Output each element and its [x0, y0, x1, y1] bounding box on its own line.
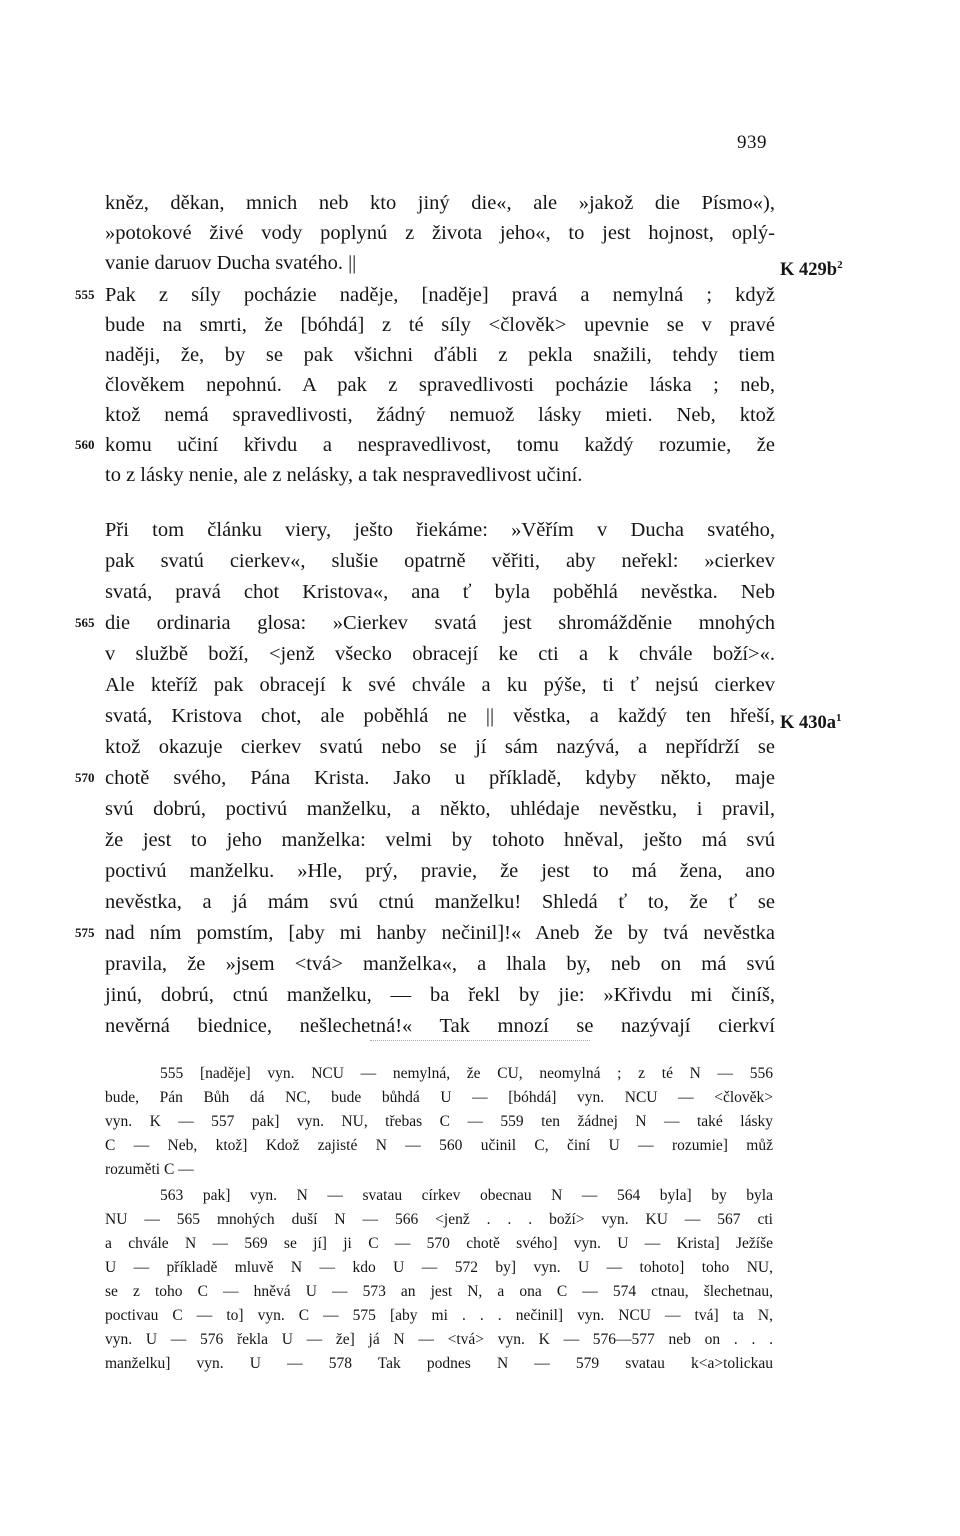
text-line: nad ním pomstím, [aby mi hanby nečinil]!« Aneb že by tvá nevěstka [105, 922, 775, 944]
text-line: naději, že, by se pak všichni ďábli z pekla snažili, tehdy tiem [105, 344, 775, 366]
text-line: nevěrná biednice, nešlechetná!« Tak mnozí se nazývají cierkví [105, 1015, 775, 1037]
manuscript-folio-ref: K $429b^2$ [780, 259, 843, 281]
text-line: svatá, Kristova chot, ale poběhlá ne || věstka, a každý ten hřeší, [105, 705, 775, 727]
text-line: pak svatú cierkev«, slušie opatrně věřiti, aby neřekl: »cierkev [105, 550, 775, 572]
text-line: svú dobrú, poctivú manželku, a někto, uhlédaje nevěstku, i pravil, [105, 798, 775, 820]
footnote-line: a chvále N — 569 se jí] ji C — 570 chotě svého] vyn. U — Krista] Ježíše [105, 1235, 773, 1252]
line-number: 555 [75, 287, 95, 302]
text-line: komu učiní křivdu a nespravedlivost, tomu každý rozumie, že [105, 434, 775, 456]
manuscript-folio-ref: K $430a^1$ [780, 712, 842, 734]
footnote-separator [370, 1040, 590, 1041]
text-line: to z lásky nenie, ale z nelásky, a tak nespravedlivost učiní. [105, 464, 583, 486]
text-line: kněz, děkan, mnich neb kto jiný die«, ale »jakož die Písmo«), [105, 192, 775, 214]
line-number: 570 [75, 770, 95, 785]
text-line: poctivú manželku. »Hle, prý, pravie, že jest to má žena, ano [105, 860, 775, 882]
text-line: svatá, pravá chot Kristova«, ana ť byla poběhlá nevěstka. Neb [105, 581, 775, 603]
line-number: 575 [75, 925, 95, 940]
page-number: 939 [737, 132, 767, 153]
text-line: Ale kteříž pak obracejí k své chvále a ku pýše, ti ť nejsú cierkev [105, 674, 775, 696]
text-line: Při tom článku viery, ješto řiekáme: »Věřím v Ducha svatého, [105, 519, 775, 541]
text-line: ktož okazuje cierkev svatú nebo se jí sám nazývá, a nepřídrží se [105, 736, 775, 758]
text-line: Pak z síly pocházie naděje, [naděje] pravá a nemylná ; když [105, 284, 775, 306]
text-line: ktož nemá spravedlivosti, žádný nemuož lásky mieti. Neb, ktož [105, 404, 775, 426]
text-line: člověkem nepohnú. A pak z spravedlivosti pocházie láska ; neb, [105, 374, 775, 396]
footnote-line: U — příkladě mluvě N — kdo U — 572 by] vyn. U — tohoto] toho NU, [105, 1259, 773, 1276]
footnote-line: manželku] vyn. U — 578 Tak podnes N — 579 svatau k<a>tolickau [105, 1355, 773, 1372]
footnote-line: poctivau C — to] vyn. C — 575 [aby mi . . . nečinil] vyn. NCU — tvá] ta N, [105, 1307, 773, 1324]
text-line: jinú, dobrú, ctnú manželku, — ba řekl by jie: »Křivdu mi činíš, [105, 984, 775, 1006]
text-line: chotě svého, Pána Krista. Jako u příkladě, kdyby někto, maje [105, 767, 775, 789]
text-line: pravila, že »jsem <tvá> manželka«, a lhala by, neb on má svú [105, 953, 775, 975]
text-line: vanie daruov Ducha svatého. || [105, 252, 357, 274]
text-line: v službě boží, <jenž všecko obracejí ke cti a k chvále boží>«. [105, 643, 775, 665]
footnote-line: C — Neb, ktož] Kdož zajisté N — 560 učinil C, činí U — rozumie] můž [105, 1137, 773, 1154]
text-line: nevěstka, a já mám svú ctnú manželku! Shledá ť to, že ť se [105, 891, 775, 913]
text-line: že jest to jeho manželka: velmi by tohoto hněval, ješto má svú [105, 829, 775, 851]
text-line: die ordinaria glosa: »Cierkev svatá jest shromážděnie mnohých [105, 612, 775, 634]
text-line: »potokové živé vody poplynú z života jeho«, to jest hojnost, oplý- [105, 222, 775, 244]
footnote-line: 555 [naděje] vyn. NCU — nemylná, že CU, neomylná ; z té N — 556 [160, 1065, 773, 1082]
footnote-line: rozuměti C — [105, 1161, 194, 1178]
footnote-line: NU — 565 mnohých duší N — 566 <jenž . . . boží> vyn. KU — 567 cti [105, 1211, 773, 1228]
footnote-line: vyn. K — 557 pak] vyn. NU, třebas C — 559 ten žádnej N — také lásky [105, 1113, 773, 1130]
footnote-line: se z toho C — hněvá U — 573 an jest N, a ona C — 574 ctnau, šlechetnau, [105, 1283, 773, 1300]
footnote-line: bude, Pán Bůh dá NC, bude bůhdá U — [bóhdá] vyn. NCU — <člověk> [105, 1089, 773, 1106]
line-number: 560 [75, 437, 95, 452]
line-number: 565 [75, 615, 95, 630]
footnote-line: 563 pak] vyn. N — svatau církev obecnau N — 564 byla] by byla [160, 1187, 773, 1204]
text-line: bude na smrti, že [bóhdá] z té síly <člověk> upevnie se v pravé [105, 314, 775, 336]
footnote-line: vyn. U — 576 řekla U — že] já N — <tvá> vyn. K — 576—577 neb on . . . [105, 1331, 773, 1348]
